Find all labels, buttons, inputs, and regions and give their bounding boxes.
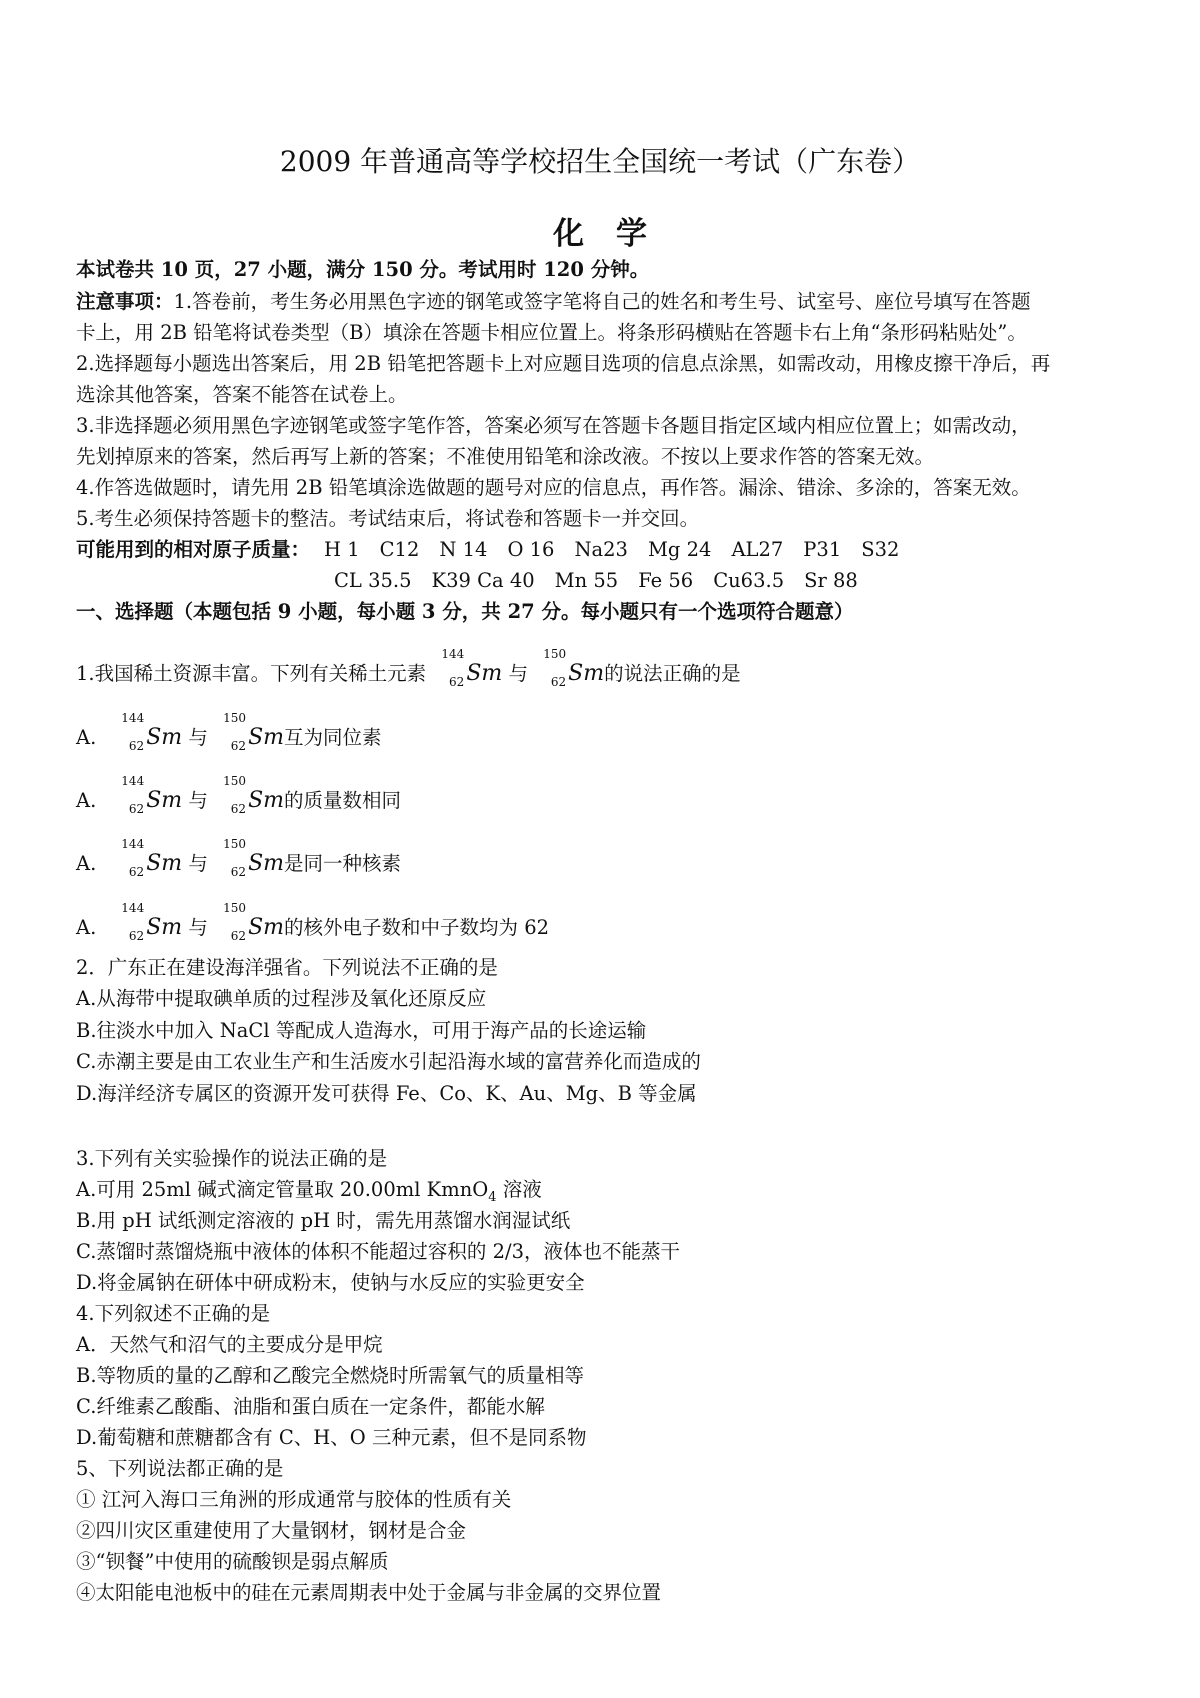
element-symbol: Sm <box>248 725 284 750</box>
atomic-mass-item: N 14 <box>439 538 488 561</box>
note-1b: 卡上，用 2B 铅笔将试卷类型（B）填涂在答题卡相应位置上。将条形码横贴在答题卡右上角“条形码粘贴处”。 <box>76 321 1027 344</box>
mass-number: 150 <box>223 901 247 915</box>
subject-title: 化学 <box>553 216 679 252</box>
q4-option-b: B.等物质的量的乙醇和乙酸完全燃烧时所需氧气的质量相等 <box>76 1364 585 1387</box>
atomic-mass-row-2 <box>334 567 1134 595</box>
atomic-mass-item: Fe 56 <box>638 569 694 592</box>
q1-option-4 <box>76 902 1136 942</box>
atomic-mass-item: CL 35.5 <box>334 569 412 592</box>
atomic-mass-item: K39 Ca 40 <box>431 569 535 592</box>
note-2a: 2.选择题每小题选出答案后，用 2B 铅笔把答题卡上对应题目选项的信息点涂黑，如需改动，用橡皮擦干净后，再 <box>76 352 1051 375</box>
nuclide-sm144 <box>112 902 146 942</box>
note-2b: 选涂其他答案，答案不能答在试卷上。 <box>76 383 408 406</box>
nuclide-sm150 <box>214 838 248 878</box>
element-symbol: Sm <box>248 915 284 940</box>
option-letter: A. <box>76 726 97 749</box>
atomic-mass-item: AL27 <box>731 538 784 561</box>
atomic-mass-item: Mg 24 <box>647 538 712 561</box>
q5-item-3: ③“钡餐”中使用的硫酸钡是弱点解质 <box>76 1550 389 1573</box>
q2-option-d: D.海洋经济专属区的资源开发可获得 Fe、Co、K、Au、Mg、B 等金属 <box>76 1082 697 1105</box>
element-symbol: Sm <box>146 788 183 813</box>
option-text: 的核外电子数和中子数均为 62 <box>284 916 550 939</box>
q4-option-d: D.葡萄糖和蔗糖都含有 C、H、O 三种元素，但不是同系物 <box>76 1426 587 1449</box>
mass-number: 144 <box>121 774 145 788</box>
option-mid: 与 <box>188 726 208 749</box>
atomic-number: 62 <box>128 929 145 943</box>
atomic-mass-item: P31 <box>803 538 842 561</box>
q1-option-1 <box>76 712 1136 752</box>
question-3-stem: 3.下列有关实验操作的说法正确的是 <box>76 1147 388 1170</box>
atomic-mass-item: S32 <box>861 538 900 561</box>
atomic-number: 62 <box>550 675 567 689</box>
mass-number: 144 <box>121 901 145 915</box>
q4-option-a: A．天然气和沼气的主要成分是甲烷 <box>76 1333 383 1356</box>
question-5-stem: 5、下列说法都正确的是 <box>76 1457 284 1480</box>
element-symbol: Sm <box>248 788 284 813</box>
nuclide-sm150 <box>214 902 248 942</box>
q1-stem-mid: 与 <box>508 662 528 685</box>
q3-option-c: C.蒸馏时蒸馏烧瓶中液体的体积不能超过容积的 2/3，液体也不能蒸干 <box>76 1240 681 1263</box>
atomic-number: 62 <box>230 739 247 753</box>
question-2-stem: 2．广东正在建设海洋强省。下列说法不正确的是 <box>76 956 498 979</box>
atomic-number: 62 <box>128 802 145 816</box>
atomic-number: 62 <box>230 929 247 943</box>
q3-option-d: D.将金属钠在研体中研成粉末，使钠与水反应的实验更安全 <box>76 1271 585 1294</box>
element-symbol: Sm <box>466 661 503 686</box>
element-symbol: Sm <box>146 851 183 876</box>
note-1a <box>76 288 1136 316</box>
section-1-heading: 一、选择题（本题包括 9 小题，每小题 3 分，共 27 分。每小题只有一个选项符合题意） <box>76 600 854 623</box>
element-symbol: Sm <box>568 661 605 686</box>
atomic-mass-item: O 16 <box>507 538 555 561</box>
q2-option-b: B.往淡水中加入 NaCl 等配成人造海水，可用于海产品的长途运输 <box>76 1019 647 1042</box>
nuclide-sm150 <box>214 712 248 752</box>
nuclide-sm144 <box>432 648 466 688</box>
q1-option-3 <box>76 838 1136 878</box>
mass-number: 150 <box>543 647 567 661</box>
q3-option-b: B.用 pH 试纸测定溶液的 pH 时，需先用蒸馏水润湿试纸 <box>76 1209 571 1232</box>
option-mid: 与 <box>188 916 208 939</box>
exam-title: 2009 年普通高等学校招生全国统一考试（广东卷） <box>279 145 921 178</box>
option-text: 是同一种核素 <box>284 852 402 875</box>
mass-number: 144 <box>121 711 145 725</box>
atomic-mass-item: C12 <box>379 538 420 561</box>
nuclide-sm150 <box>534 648 568 688</box>
question-4-stem: 4.下列叙述不正确的是 <box>76 1302 271 1325</box>
exam-intro: 本试卷共 10 页，27 小题，满分 150 分。考试用时 120 分钟。 <box>76 258 650 281</box>
note-1a-text: 1.答卷前，考生务必用黑色字迹的钢笔或签字笔将自己的姓名和考生号、试室号、座位号填写在答题 <box>173 290 1031 313</box>
option-letter: A. <box>76 789 97 812</box>
note-3b: 先划掉原来的答案，然后再写上新的答案；不准使用铅笔和涂改液。不按以上要求作答的答案无效。 <box>76 445 935 468</box>
q1-stem-pre: 1.我国稀土资源丰富。下列有关稀土元素 <box>76 662 427 685</box>
q3-a-text: A.可用 25ml 碱式滴定管量取 20.00ml KmnO <box>76 1178 489 1201</box>
mass-number: 150 <box>223 711 247 725</box>
q4-option-c: C.纤维素乙酸酯、油脂和蛋白质在一定条件，都能水解 <box>76 1395 545 1418</box>
note-5: 5.考生必须保持答题卡的整洁。考试结束后，将试卷和答题卡一并交回。 <box>76 507 700 530</box>
atomic-mass-item: H 1 <box>324 538 360 561</box>
nuclide-sm144 <box>112 775 146 815</box>
element-symbol: Sm <box>146 915 183 940</box>
atomic-number: 62 <box>128 865 145 879</box>
option-letter: A. <box>76 852 97 875</box>
nuclide-sm144 <box>112 712 146 752</box>
q1-option-2 <box>76 775 1136 815</box>
option-mid: 与 <box>188 852 208 875</box>
q2-option-a: A.从海带中提取碘单质的过程涉及氧化还原反应 <box>76 987 487 1010</box>
option-text: 互为同位素 <box>284 726 382 749</box>
atomic-mass-item: Na23 <box>574 538 628 561</box>
nuclide-sm144 <box>112 838 146 878</box>
atomic-mass-row-1 <box>76 536 1136 564</box>
question-1-stem <box>76 648 1136 688</box>
atomic-number: 62 <box>449 675 465 689</box>
atomic-mass-item: Cu63.5 <box>713 569 785 592</box>
mass-number: 150 <box>223 774 247 788</box>
mass-number: 150 <box>223 837 247 851</box>
q5-item-2: ②四川灾区重建使用了大量钢材，钢材是合金 <box>76 1519 467 1542</box>
atomic-mass-item: Sr 88 <box>804 569 858 592</box>
q5-item-4: ④太阳能电池板中的硅在元素周期表中处于金属与非金属的交界位置 <box>76 1581 662 1604</box>
atomic-mass-item: Mn 55 <box>554 569 619 592</box>
mass-number: 144 <box>441 647 465 661</box>
option-letter: A. <box>76 916 97 939</box>
q5-item-1: ① 江河入海口三角洲的形成通常与胶体的性质有关 <box>76 1488 512 1511</box>
option-text: 的质量数相同 <box>284 789 402 812</box>
element-symbol: Sm <box>146 725 183 750</box>
mass-number: 144 <box>121 837 145 851</box>
nuclide-sm150 <box>214 775 248 815</box>
element-symbol: Sm <box>248 851 284 876</box>
q1-stem-post: 的说法正确的是 <box>604 662 741 685</box>
q3-a-subscript: 4 <box>488 1189 497 1205</box>
atomic-number: 62 <box>230 865 247 879</box>
notes-label: 注意事项： <box>76 290 174 313</box>
atomic-number: 62 <box>230 802 247 816</box>
atomic-number: 62 <box>128 739 145 753</box>
option-mid: 与 <box>188 789 208 812</box>
q3-a-suffix: 溶液 <box>496 1178 542 1201</box>
note-4: 4.作答选做题时，请先用 2B 铅笔填涂选做题的题号对应的信息点，再作答。漏涂、错涂、多涂的，答案无效。 <box>76 476 1031 499</box>
q2-option-c: C.赤潮主要是由工农业生产和生活废水引起沿海水域的富营养化而造成的 <box>76 1050 701 1073</box>
note-3a: 3.非选择题必须用黑色字迹钢笔或签字笔作答，答案必须写在答题卡各题目指定区域内相应位置上；如需改动， <box>76 414 1031 437</box>
atomic-mass-label: 可能用到的相对原子质量： <box>76 538 311 561</box>
